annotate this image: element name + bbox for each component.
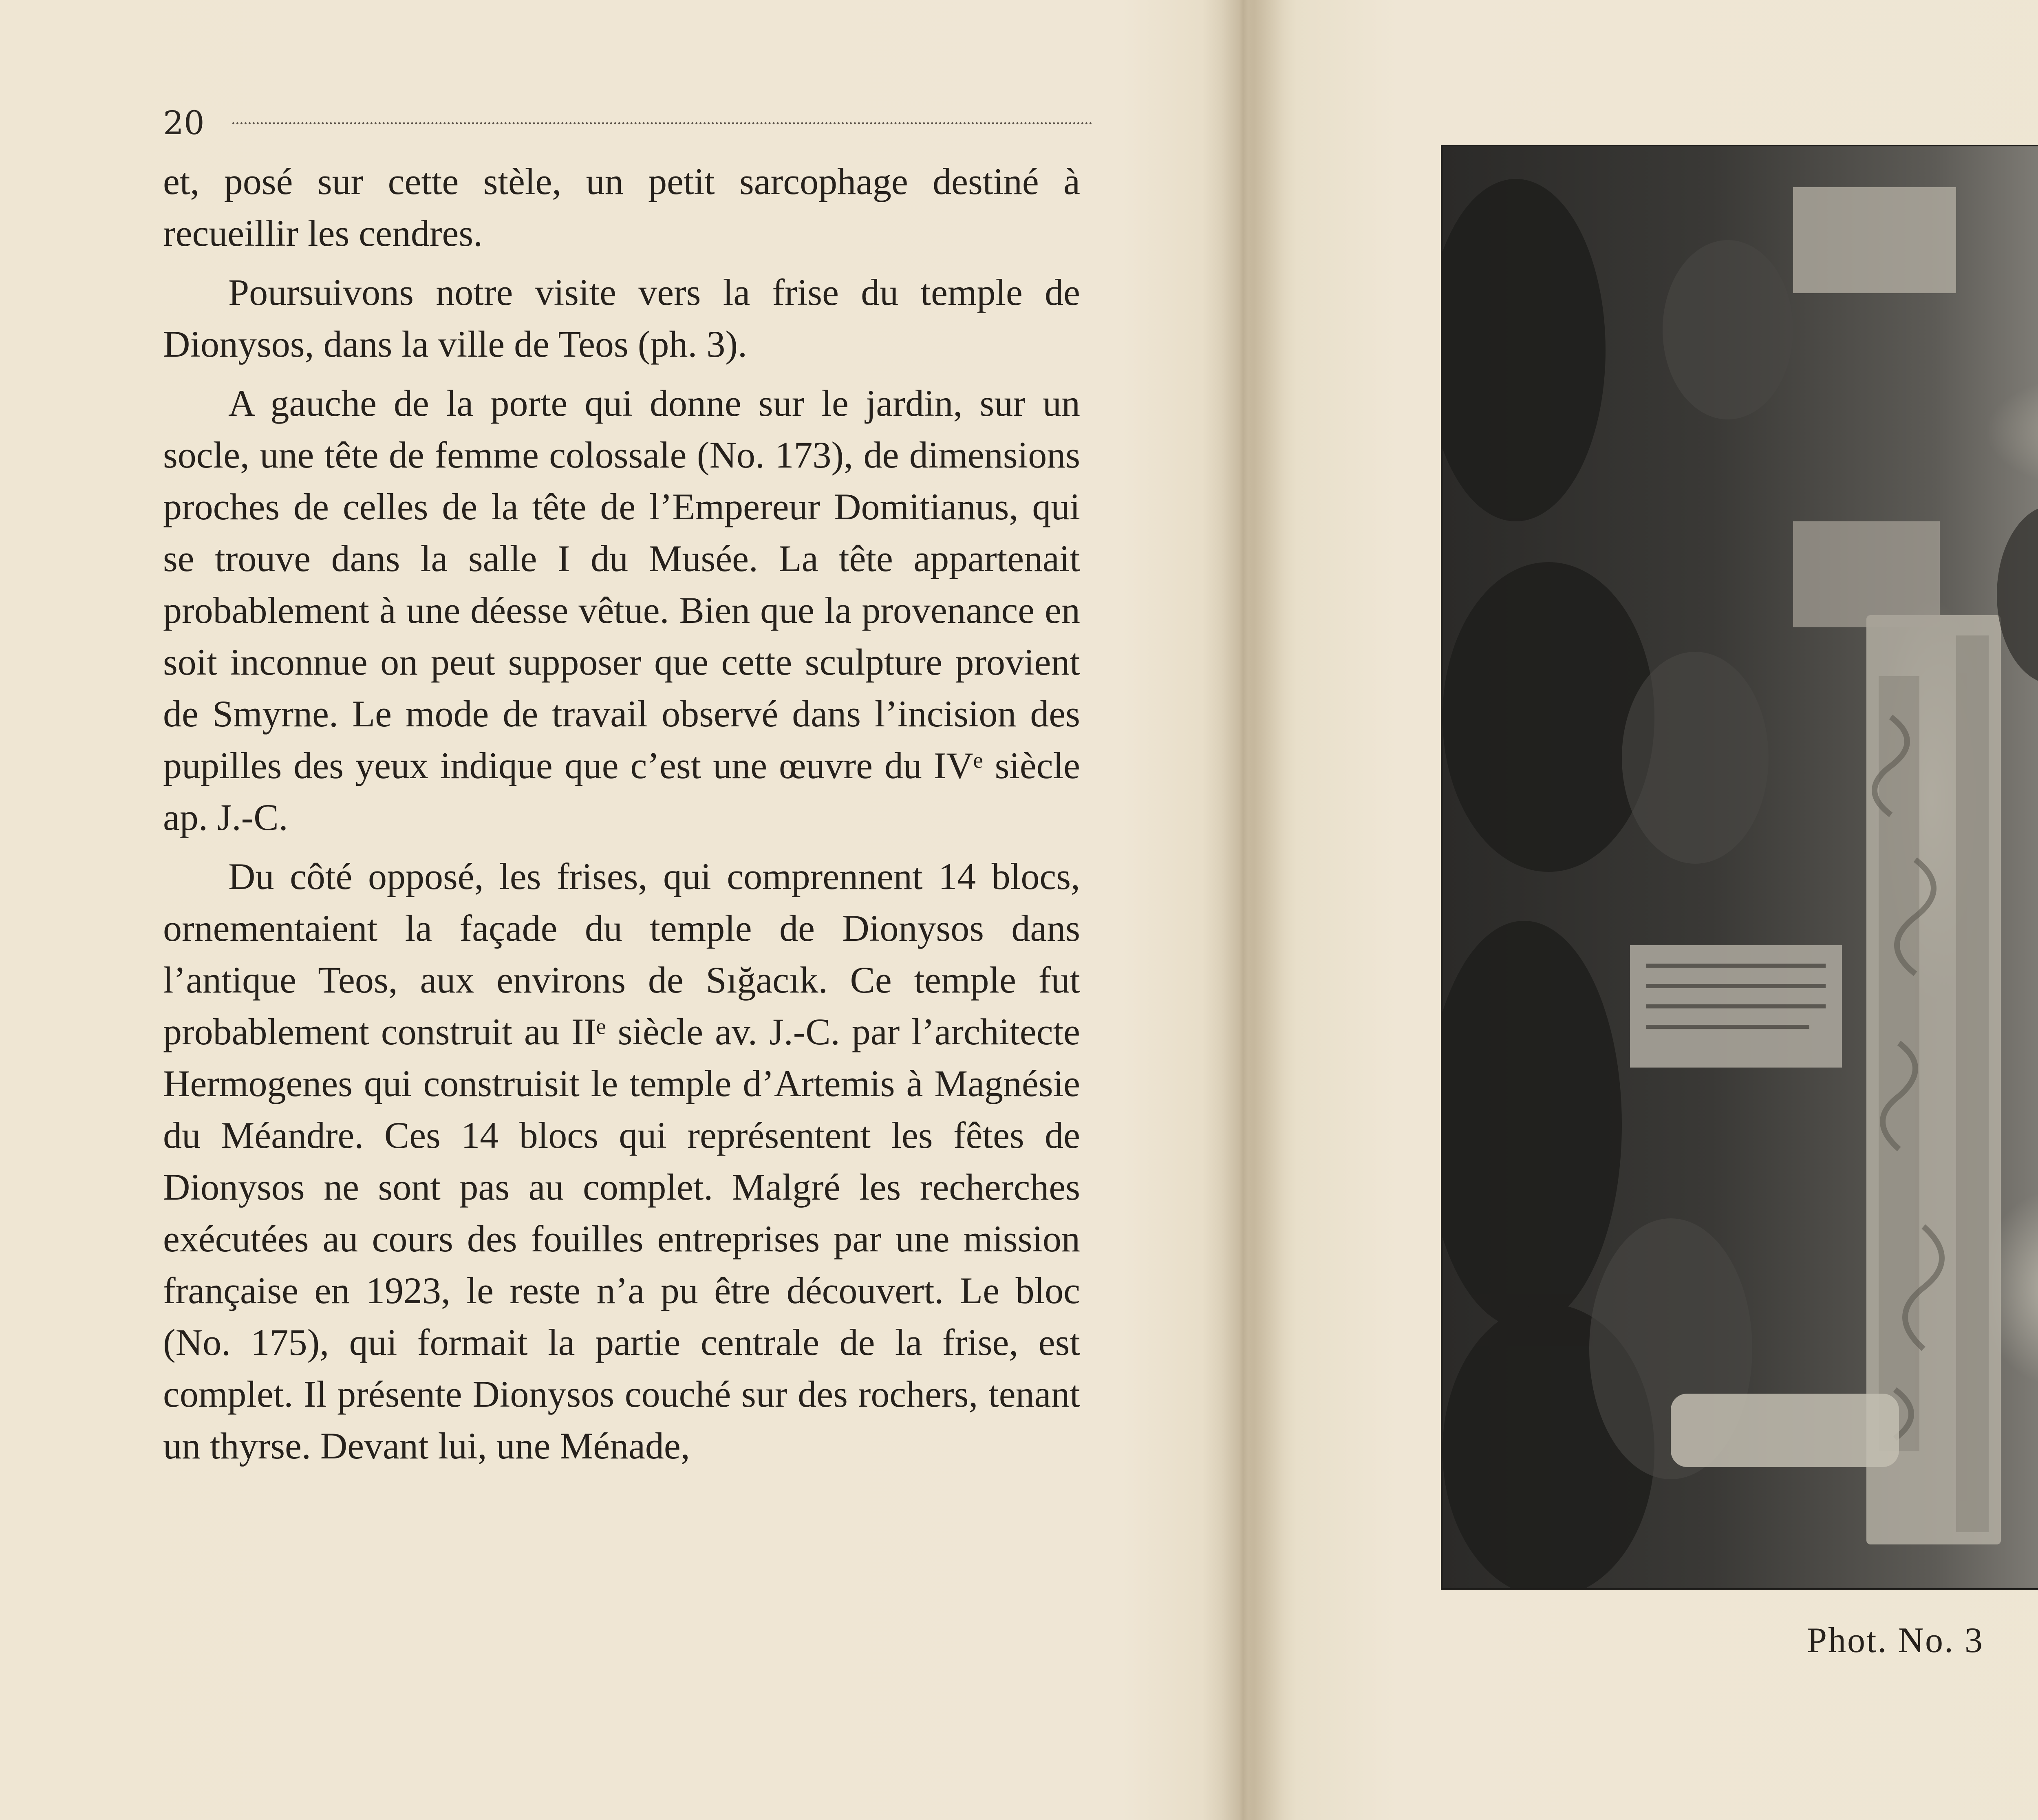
paragraph-4: Du côté opposé, les frises, qui comprennent 14 blocs, ornementaient la façade du temple de Dionysos dans l’antique Teos, aux environs de Sığacık. Ce temple fut probablement construit au IIᵉ siècle av. J.-C. par l’architecte Hermogenes qui construisit le temple d’Artemis à Magnésie du Méandre. Ces 14 blocs qui représentent les fêtes de Dionysos ne sont pas au complet. Malgré les recherches exécutées au cours des fouilles entreprises par une mission française en 1923, le reste n’a pu être découvert. Le bloc (No. 175), qui formait la partie centrale de la frise, est complet. Il présente Dionysos couché sur des rochers, tenant un thyrse. Devant lui, une Ménade,: [163, 856, 1080, 1467]
frieze-photograph: [1441, 145, 2038, 1590]
paragraph-1: et, posé sur cette stèle, un petit sarcophage destiné à recueillir les cendres.: [163, 161, 1080, 254]
photo-caption: Phot. No. 3: [1807, 1621, 1984, 1660]
page-number: 20: [163, 104, 205, 142]
frieze-photograph-illustration: [1442, 146, 2038, 1588]
dotted-rule: [232, 122, 1092, 124]
running-head: [163, 104, 1096, 142]
body-text: [163, 156, 1080, 1472]
paragraph-2: Poursuivons notre visite vers la frise du temple de Dionysos, dans la ville de Teos (ph. 3).: [163, 271, 1080, 365]
paragraph-3: A gauche de la porte qui donne sur le jardin, sur un socle, une tête de femme colossale (No. 173), de dimensions proches de celles de la tête de l’Empereur Domitianus, qui se trouve dans la salle I du Musée. La tête appartenait probablement à une déesse vêtue. Bien que la provenance en soit inconnue on peut supposer que cette sculpture provient de Smyrne. Le mode de travail observé dans l’incision des pupilles des yeux indique que c’est une œuvre du IVᵉ siècle ap. J.-C.: [163, 382, 1080, 838]
